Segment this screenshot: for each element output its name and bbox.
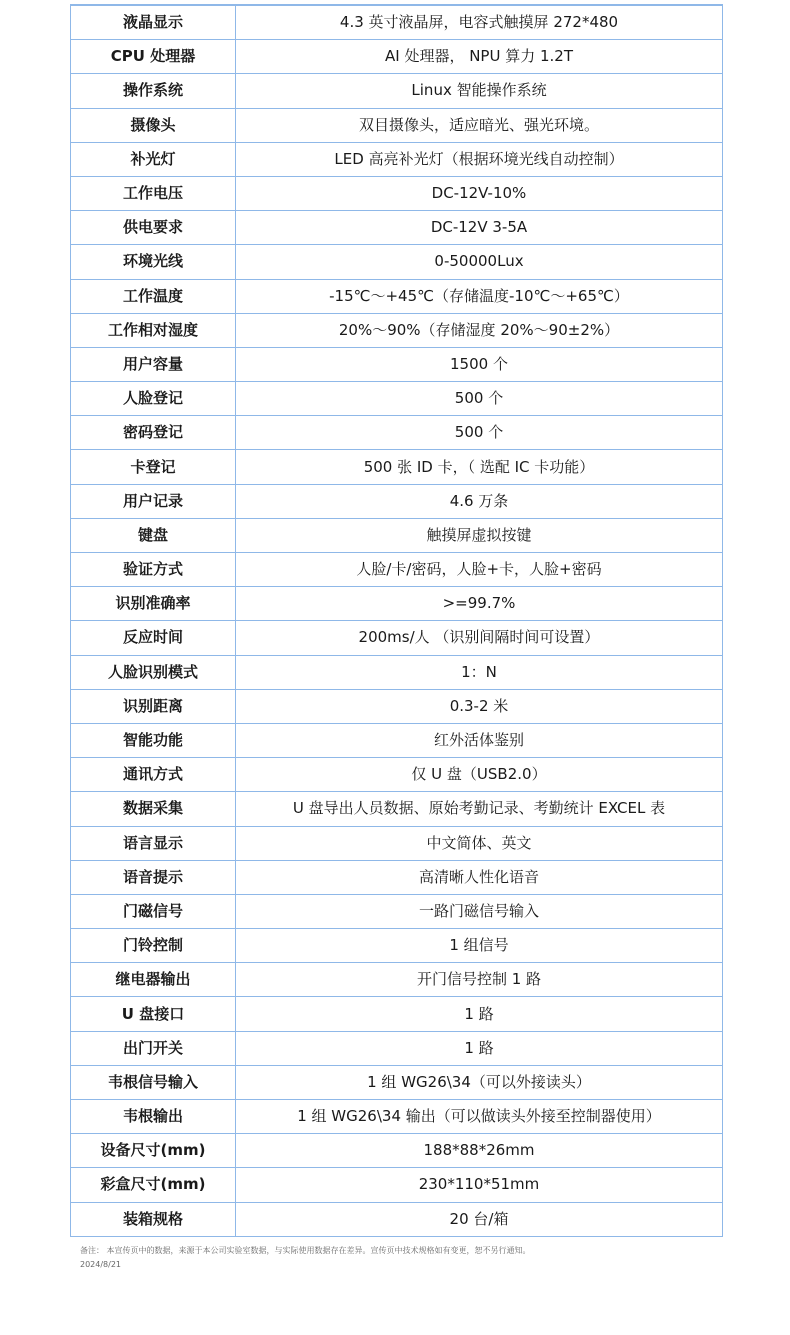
spec-value: 红外活体鉴别 <box>236 723 723 757</box>
footnote <box>80 1244 531 1272</box>
spec-label: 识别准确率 <box>71 587 236 621</box>
footnote-text: 备注： 本宣传页中的数据，来源于本公司实验室数据，与实际使用数据存在差异。宣传页中技术规格如有变更，恕不另行通知。 <box>80 1246 531 1255</box>
spec-value: 500 个 <box>236 416 723 450</box>
spec-row <box>71 450 723 484</box>
spec-value: AI 处理器， NPU 算力 1.2T <box>236 40 723 74</box>
spec-row <box>71 553 723 587</box>
spec-label: 继电器输出 <box>71 963 236 997</box>
spec-value: 20%～90%（存储湿度 20%～90±2%） <box>236 313 723 347</box>
spec-value: 0-50000Lux <box>236 245 723 279</box>
spec-label: 语言显示 <box>71 826 236 860</box>
spec-row <box>71 860 723 894</box>
spec-row <box>71 518 723 552</box>
spec-label: 验证方式 <box>71 553 236 587</box>
spec-row <box>71 997 723 1031</box>
spec-label: 卡登记 <box>71 450 236 484</box>
spec-label: 识别距离 <box>71 689 236 723</box>
spec-value: 1 组 WG26\34（可以外接读头） <box>236 1065 723 1099</box>
spec-label: 工作温度 <box>71 279 236 313</box>
spec-row <box>71 894 723 928</box>
spec-label: 设备尺寸(mm) <box>71 1134 236 1168</box>
spec-label: 彩盒尺寸(mm) <box>71 1168 236 1202</box>
spec-value: DC-12V 3-5A <box>236 211 723 245</box>
spec-value: Linux 智能操作系统 <box>236 74 723 108</box>
spec-row <box>71 108 723 142</box>
spec-value: 1 路 <box>236 997 723 1031</box>
spec-value: 中文简体、英文 <box>236 826 723 860</box>
spec-value: 4.6 万条 <box>236 484 723 518</box>
spec-value: 仅 U 盘（USB2.0） <box>236 758 723 792</box>
spec-row <box>71 963 723 997</box>
spec-row <box>71 655 723 689</box>
spec-label: 补光灯 <box>71 142 236 176</box>
spec-label: 韦根信号输入 <box>71 1065 236 1099</box>
spec-label: 操作系统 <box>71 74 236 108</box>
spec-label: 键盘 <box>71 518 236 552</box>
spec-value: -15℃～+45℃（存储温度-10℃～+65℃） <box>236 279 723 313</box>
spec-value: U 盘导出人员数据、原始考勤记录、考勤统计 EXCEL 表 <box>236 792 723 826</box>
spec-value: 1500 个 <box>236 347 723 381</box>
spec-label: 密码登记 <box>71 416 236 450</box>
spec-value: 200ms/人 （识别间隔时间可设置） <box>236 621 723 655</box>
spec-row <box>71 1100 723 1134</box>
spec-label: 人脸识别模式 <box>71 655 236 689</box>
spec-row <box>71 176 723 210</box>
spec-label: 韦根输出 <box>71 1100 236 1134</box>
spec-value: LED 高亮补光灯（根据环境光线自动控制） <box>236 142 723 176</box>
spec-label: 摄像头 <box>71 108 236 142</box>
spec-label: 语音提示 <box>71 860 236 894</box>
spec-label: 用户记录 <box>71 484 236 518</box>
spec-value: 双目摄像头，适应暗光、强光环境。 <box>236 108 723 142</box>
spec-row <box>71 484 723 518</box>
spec-label: 供电要求 <box>71 211 236 245</box>
spec-value: 230*110*51mm <box>236 1168 723 1202</box>
spec-value: 人脸/卡/密码，人脸+卡，人脸+密码 <box>236 553 723 587</box>
spec-value: 一路门磁信号输入 <box>236 894 723 928</box>
spec-label: 出门开关 <box>71 1031 236 1065</box>
spec-row <box>71 1031 723 1065</box>
spec-value: 1 组信号 <box>236 929 723 963</box>
spec-value: 500 个 <box>236 382 723 416</box>
spec-row <box>71 279 723 313</box>
spec-row <box>71 245 723 279</box>
spec-label: 门磁信号 <box>71 894 236 928</box>
spec-value: 500 张 ID 卡，（ 选配 IC 卡功能） <box>236 450 723 484</box>
spec-row <box>71 1134 723 1168</box>
spec-label: 工作相对湿度 <box>71 313 236 347</box>
spec-value: >=99.7% <box>236 587 723 621</box>
spec-label: 门铃控制 <box>71 929 236 963</box>
footnote-date: 2024/8/21 <box>80 1260 122 1269</box>
spec-value: DC-12V-10% <box>236 176 723 210</box>
spec-label: 工作电压 <box>71 176 236 210</box>
spec-value: 1 组 WG26\34 输出（可以做读头外接至控制器使用） <box>236 1100 723 1134</box>
spec-row <box>71 40 723 74</box>
spec-value: 20 台/箱 <box>236 1202 723 1236</box>
spec-value: 4.3 英寸液晶屏，电容式触摸屏 272*480 <box>236 5 723 40</box>
spec-row <box>71 1202 723 1236</box>
spec-row <box>71 382 723 416</box>
spec-row <box>71 1065 723 1099</box>
spec-label: 液晶显示 <box>71 5 236 40</box>
spec-row <box>71 211 723 245</box>
spec-value: 188*88*26mm <box>236 1134 723 1168</box>
spec-label: 通讯方式 <box>71 758 236 792</box>
spec-row <box>71 689 723 723</box>
spec-row <box>71 142 723 176</box>
spec-label: 用户容量 <box>71 347 236 381</box>
spec-row <box>71 826 723 860</box>
spec-row <box>71 313 723 347</box>
spec-row <box>71 5 723 40</box>
spec-label: U 盘接口 <box>71 997 236 1031</box>
spec-table-body <box>71 5 723 1236</box>
spec-row <box>71 1168 723 1202</box>
spec-row <box>71 929 723 963</box>
spec-row <box>71 347 723 381</box>
spec-value: 1 路 <box>236 1031 723 1065</box>
spec-value: 开门信号控制 1 路 <box>236 963 723 997</box>
spec-label: 数据采集 <box>71 792 236 826</box>
spec-row <box>71 792 723 826</box>
spec-label: 反应时间 <box>71 621 236 655</box>
spec-row <box>71 621 723 655</box>
spec-value: 触摸屏虚拟按键 <box>236 518 723 552</box>
spec-value: 1：N <box>236 655 723 689</box>
spec-label: 环境光线 <box>71 245 236 279</box>
spec-label: CPU 处理器 <box>71 40 236 74</box>
spec-label: 装箱规格 <box>71 1202 236 1236</box>
spec-table <box>70 4 723 1237</box>
spec-row <box>71 587 723 621</box>
spec-value: 高清晰人性化语音 <box>236 860 723 894</box>
spec-row <box>71 416 723 450</box>
spec-row <box>71 758 723 792</box>
spec-value: 0.3-2 米 <box>236 689 723 723</box>
spec-row <box>71 74 723 108</box>
spec-row <box>71 723 723 757</box>
spec-label: 智能功能 <box>71 723 236 757</box>
spec-label: 人脸登记 <box>71 382 236 416</box>
